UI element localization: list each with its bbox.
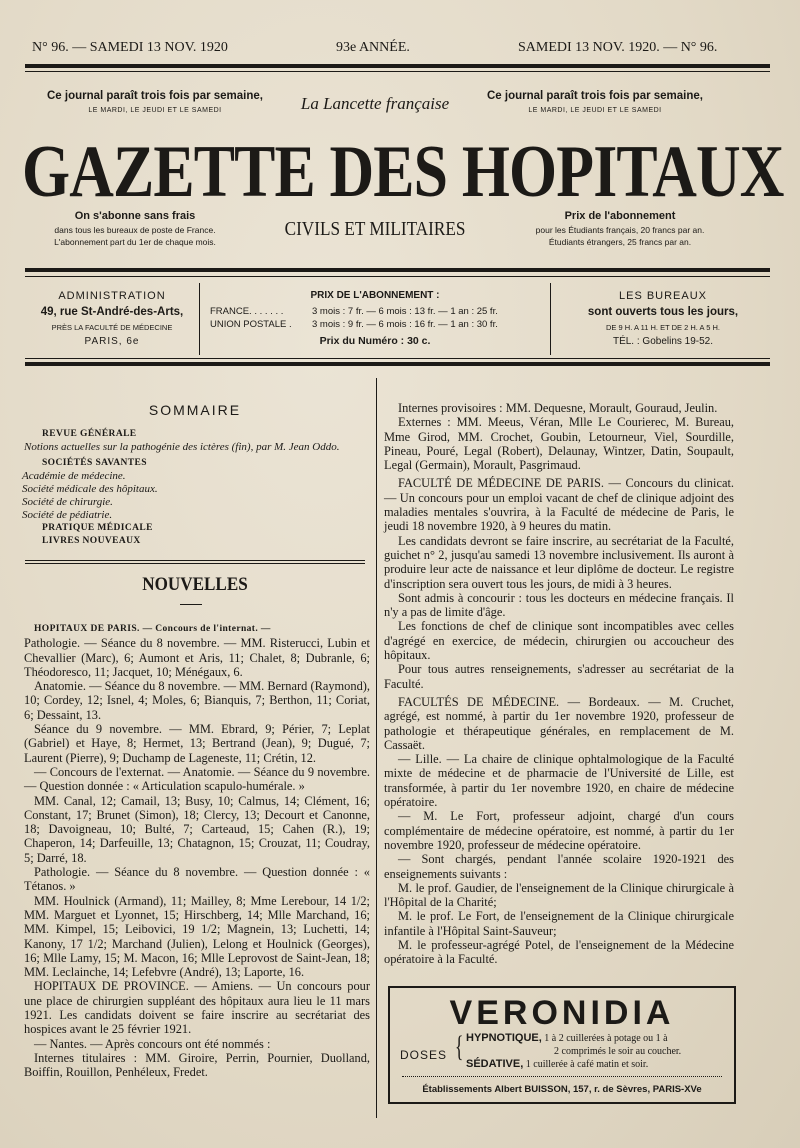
admin-divider-2 bbox=[550, 283, 551, 355]
sommaire-rule-1 bbox=[25, 560, 365, 561]
ad-doses: DOSES bbox=[400, 1048, 448, 1062]
sommaire: SOMMAIRE REVUE GÉNÉRALE Notions actuelles sur la pathogénie des ictères (fin), par M. Jean Oddo. SOCIÉTÉS SAVANTES Académie de médecine. Société médicale des hôpitaux. Société de chirurgie. Société de pédiatrie. PRATIQUE MÉDICALE LIVRES NOUVEAUX bbox=[22, 402, 368, 548]
ad-footer: Établissements Albert BUISSON, 157, r. de Sèvres, PARIS-XVe bbox=[422, 1084, 702, 1095]
rule-low-thick bbox=[25, 362, 770, 366]
right-blurb: Ce journal paraît trois fois par semaine, LE MARDI, LE JEUDI ET LE SAMEDI bbox=[486, 90, 703, 114]
ad-dosage-text: HYPNOTIQUE, 1 à 2 cuillerées à potage ou 1 à 2 comprimés le soir au coucher. SÉDATIVE, 1 cuillerée à café matin et soir. bbox=[466, 1032, 682, 1070]
right-column: Internes provisoires : MM. Dequesne, Morault, Gouraud, Jeulin. Externes : MM. Meeus, Véran, Mlle Le Courierec, M. Bureau, Mme Girod, MM. Crochet, Goubin, Letourneur, Viel, Sourdille, Pineau, Pouré, Legal (Robert), Delaunay, Wintzer, Datin, Soupault, Legal (Germain), Morault, Pasgrimaud. FACULTÉ DE MÉDECINE DE PARIS. — Concours du clinicat. — Un concours pour un emploi vacant de chef de clinique adjoint des maladies mentales s'ouvrira, à la Faculté de médecine de Paris, le jeudi 18 novembre 1920, à 9 heures du matin. Les candidats devront se faire inscrire, au secrétariat de la Faculté, guichet n° 2, jusqu'au samedi 13 novembre inclusivement. Ils auront à produire leur acte de naissance et leur diplôme de docteur. Le registre d'inscription sera ouvert tous les jours, de midi à 3 heures. Sont admis à concourir : tous les docteurs en médecine français. Il n'y a pas de limite d'âge. Les fonctions de chef de clinique sont incompatibles avec celles d'agrégé en exercice, de médecin, chirurgien ou accoucheur des hôpitaux. Pour tous autres renseignements, s'adresser au secrétariat de la Faculté. FACULTÉS DE MÉDECINE. — Bordeaux. — M. Cruchet, agrégé, est nommé, à partir du 1er novembre 1920, professeur de pathologie et thérapeutique générales, en remplacement de M. Cassaët. — Lille. — La chaire de clinique ophtalmologique de la Faculté mixte de médecine et de pharmacie de l'Université de Lille, est transformée, à partir du 1er novembre 1920, en chaire de médecine opératoire. — M. Le Fort, professeur adjoint, chargé d'un cours complémentaire de médecine opératoire, est nommé, à partir du 1er novembre 1920, professeur de médecine opératoire. — Sont chargés, pendant l'année scolaire 1920-1921 des enseignements suivants : M. le prof. Gaudier, de l'enseignement de la Clinique chirurgicale à l'Hôpital de la Charité; M. le prof. Le Fort, de l'enseignement de la Clinique chirurgicale infantile à l'Hôpital Saint-Sauveur; M. le professeur-agrégé Potel, de l'enseignement de la Médecine opératoire à la Faculté. bbox=[384, 401, 734, 967]
left-blurb: Ce journal paraît trois fois par semaine, LE MARDI, LE JEUDI ET LE SAMEDI bbox=[46, 90, 263, 114]
ad-brace: { bbox=[454, 1030, 464, 1063]
nouvelles-column: HOPITAUX DE PARIS. — Concours de l'internat. — Pathologie. — Séance du 8 novembre. — MM. Risterucci, Lubin et Chevallier (Marc), 6; Aumont et Aris, 11; Chalet, 8; Dubranle, 6; Théodoresco, 11; Jacquet, 10; Ménégaux, 6. Anatomie. — Séance du 8 novembre. — MM. Bernard (Raymond), 10; Cordey, 12; Isnel, 4; Moles, 6; Bianquis, 7; Berthon, 11; Coriat, 6; Dessaint, 13. Séance du 9 novembre. — MM. Ebrard, 9; Périer, 7; Leplat (Gabriel) et Haye, 8; Hermet, 13; Bertrand (Jean), 9; Dugué, 7; Laurent (Pierre), 9; Duchamp de Lageneste, 11; Crétin, 12. — Concours de l'externat. — Anatomie. — Séance du 9 novembre. — Question donnée : « Articulation scapulo-humérale. » MM. Canal, 12; Camail, 13; Busy, 10; Calmus, 14; Clément, 16; Constant, 17; Brunet (Simon), 18; Clercy, 13; Decourt et Canonne, 18; Davoigneau, 10; Bulté, 7; Carteaud, 15; Cahen (R.), 19; Chaperon, 14; Darfeuille, 13; Chatagnon, 15; Crouzat, 11; Coudray, 5; Darré, 18. Pathologie. — Séance du 8 novembre. — Question donnée : « Tétanos. » MM. Houlnick (Armand), 11; Mailley, 8; Mme Lerebour, 14 1/2; MM. Marguet et Lyonnet, 15; Hirschberg, 14; Mlle Marchand, 16; MM. Kimpel, 15; Leibovici, 19 1/2; Magnein, 13; Luchetti, 14; Kanony, 17 1/2; Marchand (Julien), Lelong et Houlnick (Georges), 16; Mlle Lamy, 15; M. Macon, 16; Mlle Leprovost de Saint-Jean, 18; MM. Leclainche, 14; Lefebvre (André), 13; Laporte, 16. HOPITAUX DE PROVINCE. — Amiens. — Un concours pour une place de chirurgien suppléant des hôpitaux aura lieu le 11 mars 1921. Les candidats doivent se faire inscrire au secrétariat des hospices avant le 25 février 1921. — Nantes. — Après concours ont été nommés : Internes titulaires : MM. Giroire, Perrin, Pournier, Duolland, Boiffin, Rouillon, Penhéleux, Fredet. bbox=[24, 624, 370, 1080]
prix-block: Prix de l'abonnement pour les Étudiants français, 20 francs par an. Étudiants étrangers, 25 francs par an. bbox=[535, 210, 705, 247]
column-divider bbox=[376, 378, 377, 1118]
veronidia-ad bbox=[388, 986, 736, 1104]
rule-top-thin bbox=[25, 71, 770, 72]
sommaire-title: SOMMAIRE bbox=[148, 402, 242, 418]
sommaire-rule-2 bbox=[25, 563, 365, 564]
admin-divider-1 bbox=[199, 283, 200, 355]
admin-box: ADMINISTRATION 49, rue St-André-des-Arts, PRÈS LA FACULTÉ DE MÉDECINE PARIS, 6e bbox=[40, 290, 184, 347]
rule-mid-thin bbox=[25, 276, 770, 277]
nouvelles-dash bbox=[180, 604, 202, 605]
issue-year: 93e ANNÉE. bbox=[336, 40, 410, 55]
veronidia-brand: VERONIDIA bbox=[449, 994, 675, 1032]
abonne-block: On s'abonne sans frais dans tous les bureaux de poste de France. L'abonnement part du 1er de chaque mois. bbox=[54, 210, 216, 247]
subscription-box: PRIX DE L'ABONNEMENT : FRANCE. . . . . . . 3 mois : 7 fr. — 6 mois : 13 fr. — 1 an : 25 fr. UNION POSTALE . 3 mois : 9 fr. — 6 mois : 16 fr. — 1 an : 30 fr. Prix du Numéro : 30 c. bbox=[210, 290, 498, 347]
civils-militaires: CIVILS ET MILITAIRES bbox=[284, 218, 466, 240]
lancette-subtitle: La Lancette française bbox=[300, 94, 450, 113]
rule-low-thin bbox=[25, 358, 770, 359]
nouvelles-title: NOUVELLES bbox=[142, 574, 248, 595]
rule-top-thick bbox=[25, 64, 770, 68]
rule-mid-thick bbox=[25, 268, 770, 272]
issue-left: N° 96. — SAMEDI 13 NOV. 1920 bbox=[32, 40, 228, 55]
bureaux-box: LES BUREAUX sont ouverts tous les jours, DE 9 H. A 11 H. ET DE 2 H. A 5 H. TÉL. : Gobelins 19-52. bbox=[587, 290, 739, 347]
masthead-title: GAZETTE DES HOPITAUX bbox=[22, 131, 784, 213]
issue-line bbox=[28, 40, 770, 56]
ad-dotted-rule bbox=[402, 1076, 722, 1077]
issue-right: SAMEDI 13 NOV. 1920. — N° 96. bbox=[518, 40, 718, 55]
